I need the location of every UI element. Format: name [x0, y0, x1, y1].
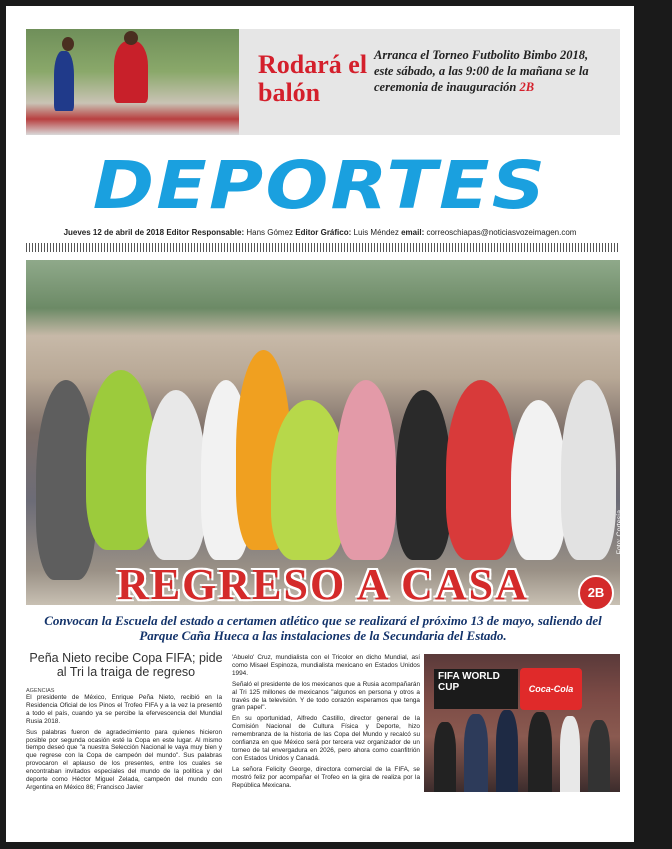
paragraph: 'Abuelo' Cruz, mundialista con el Tricolor en dicho Mundial, así como Misael Espinoza, mundialista mexicano en Estados Unidos 1994. — [232, 654, 420, 677]
section-masthead: DEPORTES — [92, 147, 548, 224]
main-headline: REGRESO A CASA — [117, 560, 529, 609]
article-agency: AGENCIAS — [26, 688, 55, 694]
teaser-title: Rodará el balón — [258, 50, 368, 107]
main-subhead: Convocan la Escuela del estado a certamen atlético que se realizará el próximo 13 de mayo, saliendo del Parque Caña Hueca a las instalaciones de la Secundaria del Estado. — [44, 613, 602, 643]
article-photo[interactable] — [424, 654, 620, 792]
sponsor-sign: Coca-Cola — [520, 668, 582, 710]
paragraph: Señaló el presidente de los mexicanos que a Rusia acompañarán al Tri 125 millones de mexicanos "algunos en persona y otros a través de la televisión. Y de todo corazón esperamos que tenga gran papel". — [232, 680, 420, 712]
photo-credit: Foto: Cortesía — [616, 510, 623, 555]
teaser-text: Arranca el Torneo Futbolito Bimbo 2018, este sábado, a las 9:00 de la mañana se la ceremonia de inauguración 2B — [374, 48, 589, 94]
paragraph: El presidente de México, Enrique Peña Nieto, recibió en la Residencia Oficial de los Pinos el Trofeo FIFA y a la vez la presentó a todo el país, cuando ya se percibe la efervescencia del Mundial Rusia 2018. — [26, 694, 222, 725]
fifa-sign: FIFA WORLD CUP — [434, 669, 518, 709]
divider-hatch — [26, 243, 620, 252]
teaser-page-ref: 2B — [519, 80, 535, 94]
article-column-1 — [26, 694, 222, 795]
teaser-box[interactable] — [26, 29, 620, 135]
paragraph: En su oportunidad, Alfredo Castillo, director general de la Comisión Nacional de Cultura Física y Deporte, hizo remembranza de la historia de las Copa del Mundo y recalcó su confianza en que México será por tercera vez organizador de un torneo de tal envergadura en 2026, pero ahora como coanfitrión con Estados Unidos y Canadá. — [232, 715, 420, 762]
article-title[interactable]: Peña Nieto recibe Copa FIFA; pide al Tri la traiga de regreso — [29, 651, 223, 679]
paragraph: La señora Felicity George, directora comercial de la FIFA, se mostró feliz por acompañar el Trofeo en la gira de realiza por la República Mexicana. — [232, 765, 420, 789]
dateline: Jueves 12 de abril de 2018 Editor Responsable: Hans Gómez Editor Gráfico: Luis Méndez email: correoschiapas@noticiasvozeimagen.com — [63, 228, 577, 237]
teaser-photo — [26, 29, 239, 135]
page-badge[interactable]: 2B — [578, 575, 614, 611]
newspaper-page — [6, 6, 634, 842]
article-column-2 — [232, 654, 420, 793]
paragraph: Sus palabras fueron de agradecimiento para quienes hicieron posible por segunda ocasión esté la Copa en este lugar. Al mismo tiempo deseó que "a nuestra Selección Nacional le vaya muy bien y que regrese con la Copa de campeón del mundo". Sus palabras provocaron el aplauso de los presentes, entre los cuales se encontraban invitados especiales del mundo de la política y del deporte como Héctor Miguel Zelada, campeón del mundo con Argentina en México 86; Francisco Javier — [26, 728, 222, 791]
main-photo[interactable] — [26, 260, 623, 609]
